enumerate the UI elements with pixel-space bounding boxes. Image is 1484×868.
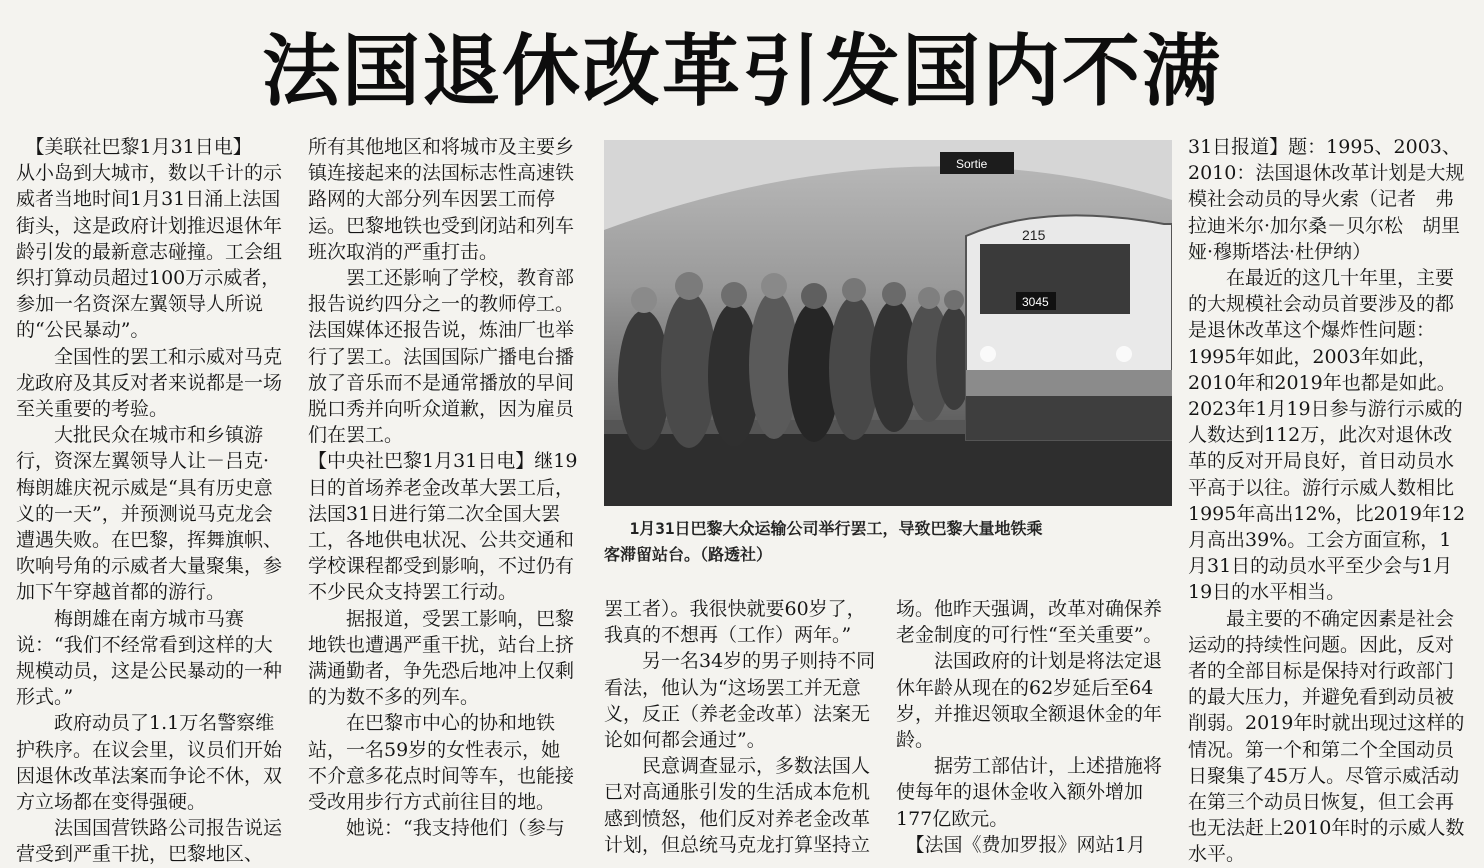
- article-column-2: [308, 134, 578, 841]
- paragraph: 从小岛到大城市，数以千计的示威者当地时间1月31日涌上法国街头，这是政府计划推迟退休年龄引发的最新意志碰撞。工会组织打算动员超过100万示威者，参加一名资深左翼领导人所说的“公民暴动”。: [16, 162, 283, 342]
- paragraph: 她说：“我支持他们（参与: [346, 817, 565, 840]
- metro-platform-photo: [604, 140, 1172, 506]
- paragraph: 【中央社巴黎1月31日电】继19日的首场养老金改革大罢工后，法国31日进行第二次全国大罢工，各地供电状况、公共交通和学校课程都受到影响，不过仍有不少民众支持罢工行动。: [308, 450, 578, 604]
- paragraph: 政府动员了1.1万名警察维护秩序。在议会里，议员们开始因退休改革法案而争论不休，双方立场都在变得强硬。: [16, 712, 283, 814]
- article-column-5: [1188, 134, 1468, 868]
- train-number: 3045: [1022, 295, 1049, 309]
- sortie-sign-text: Sortie: [956, 157, 988, 171]
- dateline: 【美联社巴黎1月31日电】: [25, 136, 252, 158]
- paragraph: 大批民众在城市和乡镇游行，资深左翼领导人让－吕克·梅朗雄庆祝示威是“具有历史意义的一天”，并预测说马克龙会遭遇失败。在巴黎，挥舞旗帜、吹响号角的示威者大量聚集，参加下午穿越首都的游行。: [16, 424, 283, 604]
- photo-illustration: [604, 140, 1172, 506]
- paragraph: 所有其他地区和将城市及主要乡镇连接起来的法国标志性高速铁路网的大部分列车因罢工而停运。巴黎地铁也受到闭站和列车班次取消的严重打击。: [308, 136, 575, 263]
- paragraph: 梅朗雄在南方城市马赛说：“我们不经常看到这样的大规模动员，这是公民暴动的一种形式。”: [16, 607, 283, 709]
- paragraph: 民意调查显示，多数法国人已对高通胀引发的生活成本危机感到愤怒，他们反对养老金改革计划，但总统马克龙打算坚持立: [604, 755, 871, 856]
- paragraph: 法国国营铁路公司报告说运营受到严重干扰，巴黎地区、: [16, 817, 283, 866]
- train-headlight: [980, 346, 996, 362]
- paragraph: 据劳工部估计，上述措施将使每年的退休金收入额外增加177亿欧元。: [896, 755, 1163, 830]
- caption-line: 1月31日巴黎大众运输公司举行罢工，导致巴黎大量地铁乘: [629, 519, 1043, 538]
- paragraph: 在最近的这几十年里，主要的大规模社会动员首要涉及的都是退休改革这个爆炸性问题：1995年如此，2003年如此，2010年和2019年也都是如此。2023年1月19日参与游行示威的人数达到112万，此次对退休改革的反对开局良好，首日动员水平高于以往。游行示威人数相比1995年高出12%，比2019年12月高出39%。工会方面宣称，1月31日的动员水平至少会与1月19日的水平相当。: [1188, 267, 1466, 604]
- paragraph: 另一名34岁的男子则持不同看法，他认为“这场罢工并无意义，反正（养老金改革）法案无论如何都会通过”。: [604, 650, 876, 752]
- paragraph: 罢工者）。我很快就要60岁了，我真的不想再（工作）两年。”: [604, 598, 866, 647]
- paragraph: 罢工还影响了学校，教育部报告说约四分之一的教师停工。法国媒体还报告说，炼油厂也举行了罢工。法国国际广播电台播放了音乐而不是通常播放的早间脱口秀并向听众道歉，因为雇员们在罢工。: [308, 267, 575, 447]
- paragraph: 场。他昨天强调，改革对确保养老金制度的可行性“至关重要”。: [896, 598, 1163, 647]
- paragraph: 在巴黎市中心的协和地铁站，一名59岁的女性表示，她不介意多花点时间等车，也能接受改用步行方式前往目的地。: [308, 712, 575, 814]
- paragraph: 31日报道】题：1995、2003、2010：法国退休改革计划是大规模社会动员的导火索（记者 弗拉迪米尔·加尔桑－贝尔松 胡里娅·穆斯塔法·杜伊纳）: [1188, 136, 1465, 263]
- metro-train: [966, 215, 1172, 440]
- article-column-4: [896, 596, 1170, 858]
- paragraph: 全国性的罢工和示威对马克龙政府及其反对者来说都是一场至关重要的考验。: [16, 345, 283, 421]
- headline: 法国退休改革引发国内不满: [261, 27, 1222, 117]
- photo-caption: [604, 516, 1172, 568]
- article-column-3: [604, 596, 880, 858]
- paragraph: 最主要的不确定因素是社会运动的持续性问题。因此，反对者的全部目标是保持对行政部门的最大压力，并避免看到动员被削弱。2019年时就出现过这样的情况。第一个和第二个全国动员日聚集了45万人。尽管示威活动在第三个动员日恢复，但工会再也无法赶上2010年时的示威人数水平。: [1188, 607, 1465, 866]
- train-route-number: 215: [1022, 227, 1046, 243]
- paragraph: 据报道，受罢工影响，巴黎地铁也遭遇严重干扰，站台上挤满通勤者，争先恐后地冲上仅剩的为数不多的列车。: [308, 607, 575, 709]
- caption-line: 客滞留站台。（路透社）: [604, 545, 773, 564]
- article-column-1: [16, 134, 286, 868]
- paragraph: 法国政府的计划是将法定退休年龄从现在的62岁延后至64岁，并推迟领取全额退休金的年龄。: [896, 650, 1163, 752]
- train-headlight: [1116, 346, 1132, 362]
- dateline: 【法国《费加罗报》网站1月: [905, 833, 1146, 856]
